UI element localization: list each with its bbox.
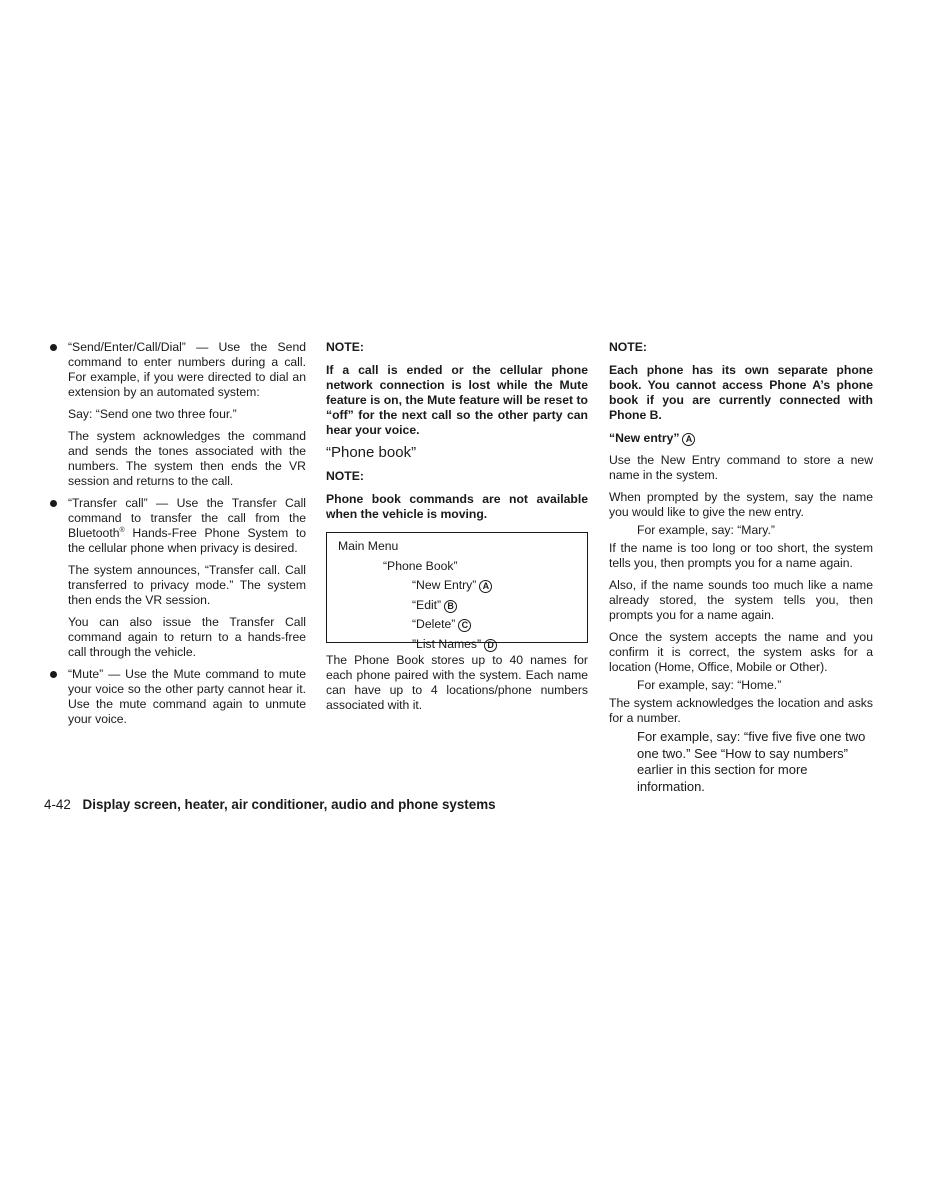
new-entry-p3: If the name is too long or too short, the system tells you, then prompts you for a name again. — [609, 541, 873, 570]
note-separate-phone-book: Each phone has its own separate phone book. You cannot access Phone A’s phone book if you are currently connected with Phone B. — [609, 363, 873, 422]
new-entry-label: “New entry” — [609, 431, 680, 445]
send-command-text: “Send/Enter/Call/Dial” — Use the Send command to enter numbers during a call. For example, if you were directed to dial an extension by an automated system: — [68, 340, 306, 399]
new-entry-p1: Use the New Entry command to store a new name in the system. — [609, 453, 873, 482]
phone-book-description: The Phone Book stores up to 40 names for each phone paired with the system. Each name can have up to 4 locations/phone numbers associated with it. — [326, 653, 588, 712]
menu-item-new-entry — [338, 576, 577, 596]
section-heading-phone-book: “Phone book” — [326, 444, 417, 461]
menu-item-edit — [338, 596, 577, 616]
say-example-home: For example, say: “Home.” — [637, 678, 782, 692]
column-middle — [326, 340, 588, 720]
menu-level1-phone-book: “Phone Book” — [383, 558, 458, 573]
menu-tree-box — [326, 532, 588, 651]
send-ack-text: The system acknowledges the command and sends the tones associated with the numbers. The system then ends the VR session and returns to the call. — [68, 429, 306, 488]
note-phone-book-moving: Phone book commands are not available when the vehicle is moving. — [326, 492, 588, 521]
subheading-new-entry — [609, 431, 873, 446]
section-title: Display screen, heater, air conditioner, audio and phone systems — [82, 797, 496, 812]
page-footer — [44, 797, 496, 812]
mute-command-text: “Mute” — Use the Mute command to mute your voice so the other party cannot hear it. Use the mute command again to unmute your voice. — [68, 667, 306, 726]
note-label: NOTE: — [326, 469, 364, 483]
page-number: 4-42 — [44, 797, 71, 812]
menu-root: Main Menu — [338, 539, 399, 553]
transfer-command-text — [68, 496, 306, 556]
list-item-send — [48, 340, 306, 489]
circle-b-icon: B — [444, 600, 457, 613]
say-example-mary: For example, say: “Mary.” — [637, 523, 775, 537]
say-example-number: For example, say: “five five five one two one two.” See “How to say numbers” earlier in this section for more information. — [637, 729, 866, 794]
bullet-icon — [50, 500, 57, 507]
circle-a-icon: A — [479, 580, 492, 593]
transfer-text-a: “Transfer call” — Use the Transfer Call command to transfer the call from the Bluetooth — [68, 496, 306, 540]
list-item-transfer — [48, 496, 306, 660]
menu-item-delete — [338, 615, 577, 635]
new-entry-p2: When prompted by the system, say the name you would like to give the new entry. — [609, 490, 873, 519]
note-label: NOTE: — [609, 340, 647, 354]
note-mute-reset: If a call is ended or the cellular phone network connection is lost while the Mute feature is on, the Mute feature will be reset to “off” for the next call so the other party can hear your voice. — [326, 363, 588, 437]
menu-item-label: “Edit” — [412, 597, 442, 612]
transfer-announce-text: The system announces, “Transfer call. Call transferred to privacy mode.” The system then ends the VR session. — [68, 563, 306, 607]
send-say-example: Say: “Send one two three four.” — [68, 407, 237, 421]
transfer-also-text: You can also issue the Transfer Call command again to return to a hands-free call through the vehicle. — [68, 615, 306, 659]
menu-item-label: “New Entry” — [412, 578, 477, 592]
list-item-mute — [48, 667, 306, 727]
menu-item-label: “Delete” — [412, 617, 456, 631]
column-left — [48, 340, 306, 734]
new-entry-p6: The system acknowledges the location and asks for a number. — [609, 696, 873, 725]
note-label: NOTE: — [326, 340, 364, 354]
transfer-text-b: Hands-Free Phone System to the cellular phone when privacy is desired. — [68, 526, 306, 555]
column-right — [609, 340, 873, 802]
new-entry-p5: Once the system accepts the name and you confirm it is correct, the system asks for a location (Home, Office, Mobile or Other). — [609, 630, 873, 674]
circle-c-icon: C — [458, 619, 471, 632]
new-entry-p4: Also, if the name sounds too much like a name already stored, the system tells you, then prompts you for a name again. — [609, 578, 873, 622]
menu-item-label: ”List Names” — [412, 636, 482, 651]
bullet-icon — [50, 671, 57, 678]
circle-d-icon: D — [484, 639, 497, 652]
circle-a-icon: A — [682, 433, 695, 446]
menu-item-list-names — [338, 635, 577, 655]
registered-mark: ® — [119, 526, 125, 534]
bullet-icon — [50, 344, 57, 351]
